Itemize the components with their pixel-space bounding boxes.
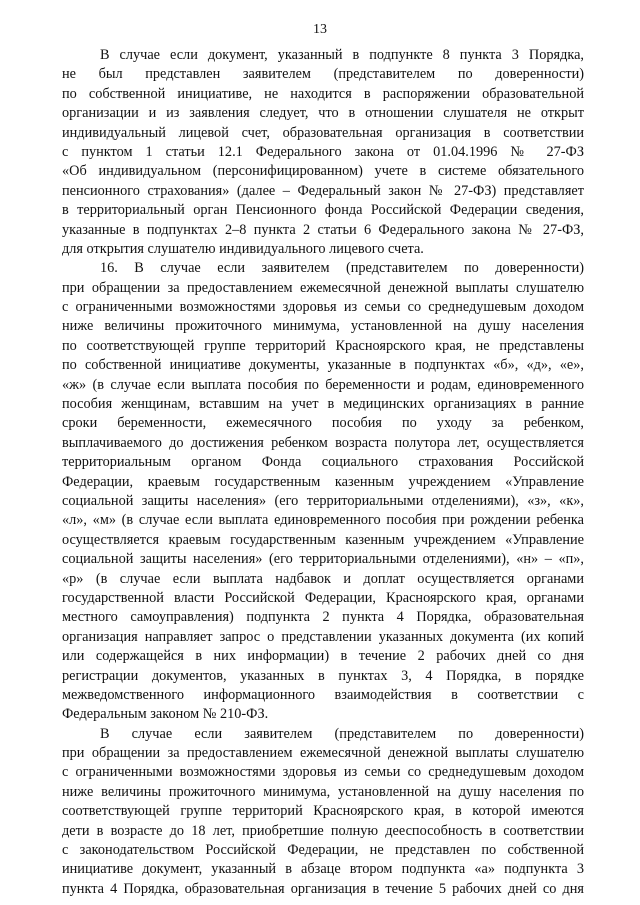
text-line: осуществляется краевым государственным казенным учреждением «Управление: [62, 531, 584, 548]
paragraph-notice-individual-account: [62, 46, 584, 259]
text-line: регистрации документов, указанных в пунктах 3, 4 Порядка, в порядке: [62, 667, 584, 684]
paragraph-adult-children-case: [62, 725, 584, 900]
text-line: с пунктом 1 статьи 12.1 Федерального закона от 01.04.1996 № 27-ФЗ: [62, 143, 584, 160]
text-line: социальной защиты населения» (его территориальными отделениями), «н» – «п»,: [62, 551, 584, 568]
text-line: с ограниченными возможностями здоровья из семьи со среднедушевым доходом: [62, 764, 584, 781]
text-line: местного самоуправления) подпункта 2 пункта 4 Порядка, образовательная: [62, 609, 584, 626]
text-line: «ж» (в случае если выплата пособия по беременности и родам, единовременного: [62, 376, 584, 393]
text-line: по соответствующей группе территорий Красноярского края, не представлены: [62, 337, 584, 354]
text-line: индивидуальный лицевой счет, образовательная организация в соответствии: [62, 124, 584, 141]
paragraph-16: [62, 259, 584, 724]
text-line: государственной власти Российской Федерации, Красноярского края, органами: [62, 589, 584, 606]
text-line: территориальным органом Фонда социального страхования Российской: [62, 454, 584, 471]
text-line: или содержащейся в них информации) в течение 2 рабочих дней со дня: [62, 648, 584, 665]
text-line: в территориальный орган Пенсионного фонда Российской Федерации сведения,: [62, 202, 584, 219]
text-line: по собственной инициативе, не находится в распоряжении образовательной: [62, 85, 584, 102]
text-line: сроки беременности, ежемесячного пособия по уходу за ребенком,: [62, 415, 584, 432]
text-line: ниже величины прожиточного минимума, установленной на душу населения: [62, 318, 584, 335]
text-line: выплачиваемого до достижения ребенком возраста полутора лет, осуществляется: [62, 434, 584, 451]
text-line: пункта 4 Порядка, образовательная организация в течение 5 рабочих дней со дня: [62, 880, 584, 897]
text-line: пособия женщинам, вставшим на учет в медицинских организациях в ранние: [62, 396, 584, 413]
text-line: пенсионного страхования» (далее – Федеральный закон № 27-ФЗ) представляет: [62, 182, 584, 199]
text-line: с законодательством Российской Федерации, не представлен по собственной: [62, 842, 584, 859]
text-line: не был представлен заявителем (представителем по доверенности): [62, 66, 584, 83]
text-line: соответствующей группе территорий Красноярского края, в которой имеются: [62, 803, 584, 820]
text-line: В случае если заявителем (представителем по доверенности): [100, 725, 584, 742]
text-line: организации и из заявления следует, что в отношении слушателя не открыт: [62, 105, 584, 122]
text-line: 16. В случае если заявителем (представителем по доверенности): [100, 260, 584, 277]
text-line: «л», «м» (в случае если выплата единовременного пособия при рождении ребенка: [62, 512, 584, 529]
text-line: межведомственного информационного взаимодействия в соответствии с: [62, 686, 584, 703]
text-line: Федеральным законом № 210-ФЗ.: [62, 706, 269, 723]
text-line: при обращении за предоставлением ежемесячной денежной выплаты слушателю: [62, 745, 584, 762]
text-line: В случае если документ, указанный в подпункте 8 пункта 3 Порядка,: [100, 47, 584, 63]
text-line: при обращении за предоставлением ежемесячной денежной выплаты слушателю: [62, 279, 584, 296]
text-line: для открытия слушателю индивидуального лицевого счета.: [62, 240, 424, 257]
document-body: [62, 46, 584, 899]
text-line: организация направляет запрос о представлении указанных документа (их копий: [62, 628, 584, 645]
page-number: 13: [313, 22, 327, 37]
text-line: социальной защиты населения» (его территориальными отделениями), «з», «к»,: [62, 492, 584, 509]
text-line: «Об индивидуальном (персонифицированном) учете в системе обязательного: [62, 163, 584, 180]
text-line: указанные в подпунктах 2–8 пункта 2 статьи 6 Федерального закона № 27-ФЗ,: [62, 221, 584, 238]
text-line: Федерации, краевым государственным казенным учреждением «Управление: [62, 473, 584, 490]
text-line: по собственной инициативе документы, указанные в подпунктах «б», «д», «е»,: [62, 357, 584, 374]
text-line: «р» (в случае если выплата надбавок и доплат осуществляется органами: [62, 570, 584, 587]
text-line: дети в возрасте до 18 лет, приобретшие полную дееспособность в соответствии: [62, 822, 584, 839]
text-line: с ограниченными возможностями здоровья из семьи со среднедушевым доходом: [62, 299, 584, 316]
text-line: инициативе документ, указанный в абзаце втором подпункта «а» подпункта 3: [62, 861, 584, 878]
text-line: ниже величины прожиточного минимума, установленной на душу населения по: [62, 783, 584, 800]
